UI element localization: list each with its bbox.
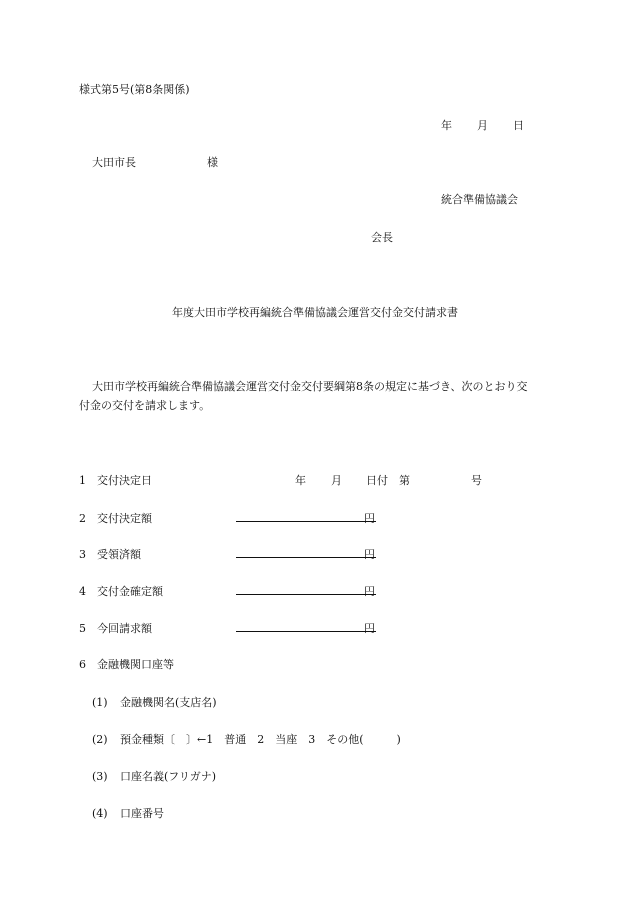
decision-day: 日付: [366, 474, 388, 487]
sender-org: 統合準備協議会: [441, 193, 518, 206]
decision-go: 号: [471, 474, 482, 487]
sender-title: 会長: [371, 231, 393, 244]
item-2-unit: 円: [364, 512, 375, 525]
bank-sub-1-label: 金融機関名(支店名): [120, 696, 217, 709]
date-day: 日: [513, 119, 524, 132]
item-6-label: 金融機関口座等: [97, 658, 174, 671]
item-2-number: 2: [79, 512, 86, 525]
date-month: 月: [477, 119, 488, 132]
form-number: 様式第5号(第8条関係): [79, 83, 190, 96]
bank-sub-3-label: 口座名義(フリガナ): [120, 770, 217, 783]
bank-sub-1-number: (1): [92, 696, 108, 709]
item-3-number: 3: [79, 548, 86, 561]
decision-year: 年: [295, 474, 306, 487]
item-6-number: 6: [79, 658, 86, 671]
date-year: 年: [441, 119, 452, 132]
item-5-number: 5: [79, 622, 86, 635]
decision-dai: 第: [399, 474, 410, 487]
item-3-label: 受領済額: [97, 548, 141, 561]
item-4-number: 4: [79, 585, 86, 598]
item-4-label: 交付金確定額: [97, 585, 163, 598]
item-5-label: 今回請求額: [97, 622, 152, 635]
bank-sub-2-label: 預金種類〔 〕←1 普通 2 当座 3 その他( ): [120, 733, 401, 746]
item-2-amount-line: [236, 521, 376, 522]
addressee-honorific: 様: [207, 156, 218, 169]
item-5-amount-line: [236, 631, 376, 632]
bank-sub-4-label: 口座番号: [120, 807, 164, 820]
addressee-name: 大田市長: [92, 156, 136, 169]
item-2-label: 交付決定額: [97, 512, 152, 525]
item-5-unit: 円: [364, 622, 375, 635]
bank-sub-2-number: (2): [92, 733, 108, 746]
item-3-amount-line: [236, 557, 376, 558]
body-line-2: 付金の交付を請求します。: [79, 399, 211, 412]
bank-sub-3-number: (3): [92, 770, 108, 783]
item-4-unit: 円: [364, 585, 375, 598]
item-4-amount-line: [236, 594, 376, 595]
document-title: 年度大田市学校再編統合準備協議会運営交付金交付請求書: [172, 306, 458, 319]
bank-sub-4-number: (4): [92, 807, 108, 820]
body-line-1: 大田市学校再編統合準備協議会運営交付金交付要綱第8条の規定に基づき、次のとおり交: [92, 380, 528, 393]
item-1-label: 交付決定日: [97, 474, 152, 487]
decision-month: 月: [331, 474, 342, 487]
item-3-unit: 円: [364, 548, 375, 561]
item-1-number: 1: [79, 474, 86, 487]
